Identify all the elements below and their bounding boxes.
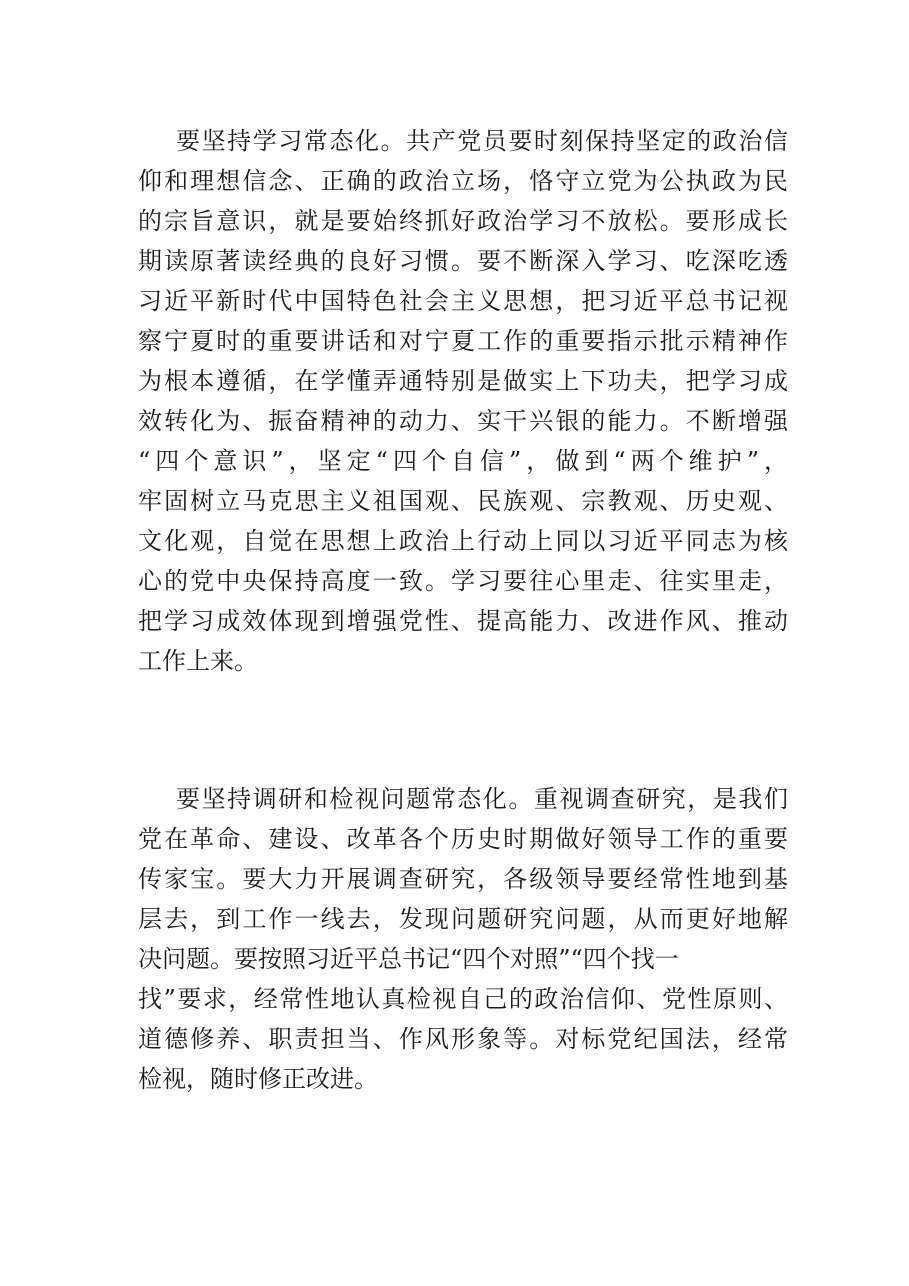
paragraph-line: 察宁夏时的重要讲话和对宁夏工作的重要指示批示精神作 [138,327,788,355]
paragraph-line: 牢固树立马克思主义祖国观、民族观、宗教观、历史观、 [138,487,788,515]
paragraph-line: 为根本遵循，在学懂弄通特别是做实上下功夫，把学习成 [138,367,788,395]
paragraph-line: 要坚持学习常态化。共产党员要时刻保持坚定的政治信 [176,127,788,155]
paragraph-line: 习近平新时代中国特色社会主义思想，把习近平总书记视 [138,287,788,315]
paragraph-line: 心的党中央保持高度一致。学习要往心里走、往实里走， [138,567,788,595]
paragraph-line: 决问题。要按照习近平总书记“四个对照”“四个找一 [138,945,679,973]
paragraph-line: “四个意识”，坚定“四个自信”，做到“两个维护”， [138,447,788,475]
paragraph-line: 要坚持调研和检视问题常态化。重视调查研究，是我们 [176,785,788,813]
paragraph-line: 把学习成效体现到增强党性、提高能力、改进作风、推动 [138,607,788,635]
paragraph-line: 党在革命、建设、改革各个历史时期做好领导工作的重要 [138,825,788,853]
paragraph-line: 仰和理想信念、正确的政治立场，恪守立党为公执政为民 [138,167,788,195]
paragraph-line: 期读原著读经典的良好习惯。要不断深入学习、吃深吃透 [138,247,788,275]
paragraph-line: 文化观，自觉在思想上政治上行动上同以习近平同志为核 [138,527,788,555]
paragraph-line: 层去，到工作一线去，发现问题研究问题，从而更好地解 [138,905,788,933]
paragraph-line: 工作上来。 [138,647,258,675]
paragraph-line: 道德修养、职责担当、作风形象等。对标党纪国法，经常 [138,1025,788,1053]
paragraph-line: 的宗旨意识，就是要始终抓好政治学习不放松。要形成长 [138,207,788,235]
paragraph-study-normalization [138,121,788,681]
paragraph-line: 效转化为、振奋精神的动力、实干兴银的能力。不断增强 [138,407,788,435]
paragraph-line: 传家宝。要大力开展调查研究，各级领导要经常性地到基 [138,865,788,893]
paragraph-line: 检视，随时修正改进。 [138,1065,378,1093]
paragraph-line: 找”要求，经常性地认真检视自己的政治信仰、党性原则、 [138,985,788,1013]
paragraph-research-normalization [138,779,788,1099]
